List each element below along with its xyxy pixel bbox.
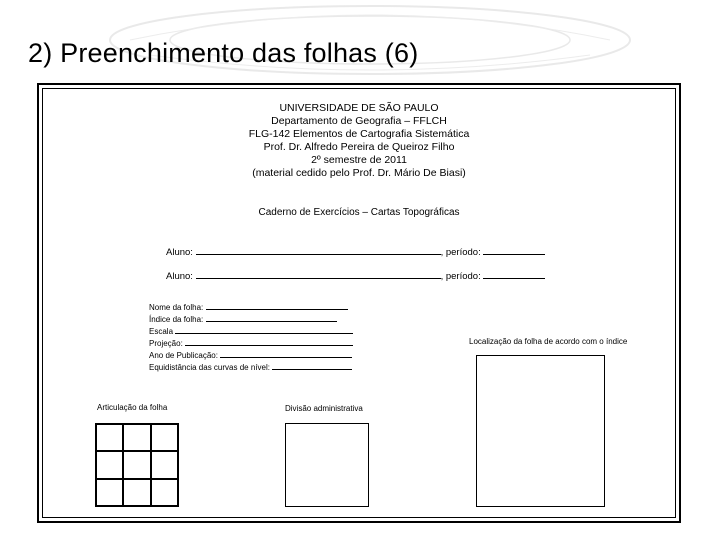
aluno-label: Aluno:: [166, 247, 193, 258]
sheet-header: [39, 102, 679, 180]
slide-title: 2) Preenchimento das folhas (6): [28, 38, 419, 68]
aluno-input-line[interactable]: [196, 245, 441, 255]
articulacao-label: Articulação da folha: [97, 403, 168, 412]
grid-cell[interactable]: [151, 479, 178, 506]
indice-folha-line[interactable]: [206, 314, 337, 322]
field-projecao: Projeção:: [149, 338, 353, 350]
field-nome-folha: Nome da folha:: [149, 302, 353, 314]
exercise-sheet: [37, 83, 681, 523]
periodo-label: período:: [445, 271, 481, 282]
articulacao-grid[interactable]: [95, 423, 179, 507]
sheet-metadata-fields: [149, 302, 353, 374]
aluno-separator: ,: [440, 247, 444, 258]
grid-cell[interactable]: [151, 451, 178, 478]
grid-cell[interactable]: [96, 424, 123, 451]
grid-cell[interactable]: [96, 451, 123, 478]
field-escala: Escala: [149, 326, 353, 338]
field-ano-publicacao: Ano de Publicação:: [149, 350, 353, 362]
grid-cell[interactable]: [151, 424, 178, 451]
caderno-title: Caderno de Exercícios – Cartas Topográficas: [258, 207, 460, 218]
localizacao-label: Localização da folha de acordo com o índice: [469, 337, 628, 346]
credit-line: (material cedido pelo Prof. Dr. Mário De Biasi): [252, 167, 466, 179]
divisao-box[interactable]: [285, 423, 369, 507]
localizacao-box[interactable]: [476, 355, 605, 507]
professor-line: Prof. Dr. Alfredo Pereira de Queiroz Filho: [263, 141, 455, 153]
department-line: Departamento de Geografia – FFLCH: [271, 115, 447, 127]
aluno-input-line[interactable]: [196, 269, 441, 279]
ano-publicacao-line[interactable]: [220, 350, 352, 358]
grid-cell[interactable]: [123, 479, 150, 506]
university-line: UNIVERSIDADE DE SÃO PAULO: [279, 102, 439, 114]
field-equidistancia: Equidistância das curvas de nível:: [149, 362, 353, 374]
semester-line: 2º semestre de 2011: [311, 154, 407, 166]
escala-line[interactable]: [175, 326, 353, 334]
aluno-label: Aluno:: [166, 271, 193, 282]
grid-cell[interactable]: [96, 479, 123, 506]
equidistancia-line[interactable]: [272, 362, 352, 370]
field-indice-folha: Índice da folha:: [149, 314, 353, 326]
projecao-line[interactable]: [185, 338, 353, 346]
periodo-input-line[interactable]: [483, 245, 545, 255]
course-line: FLG-142 Elementos de Cartografia Sistemática: [248, 128, 470, 140]
nome-folha-line[interactable]: [206, 302, 348, 310]
divisao-label: Divisão administrativa: [285, 404, 363, 413]
aluno-separator: ,: [440, 271, 444, 282]
grid-cell[interactable]: [123, 451, 150, 478]
grid-cell[interactable]: [123, 424, 150, 451]
periodo-label: período:: [445, 247, 481, 258]
aluno-row-2: [166, 269, 545, 282]
aluno-row-1: [166, 245, 545, 258]
periodo-input-line[interactable]: [483, 269, 545, 279]
